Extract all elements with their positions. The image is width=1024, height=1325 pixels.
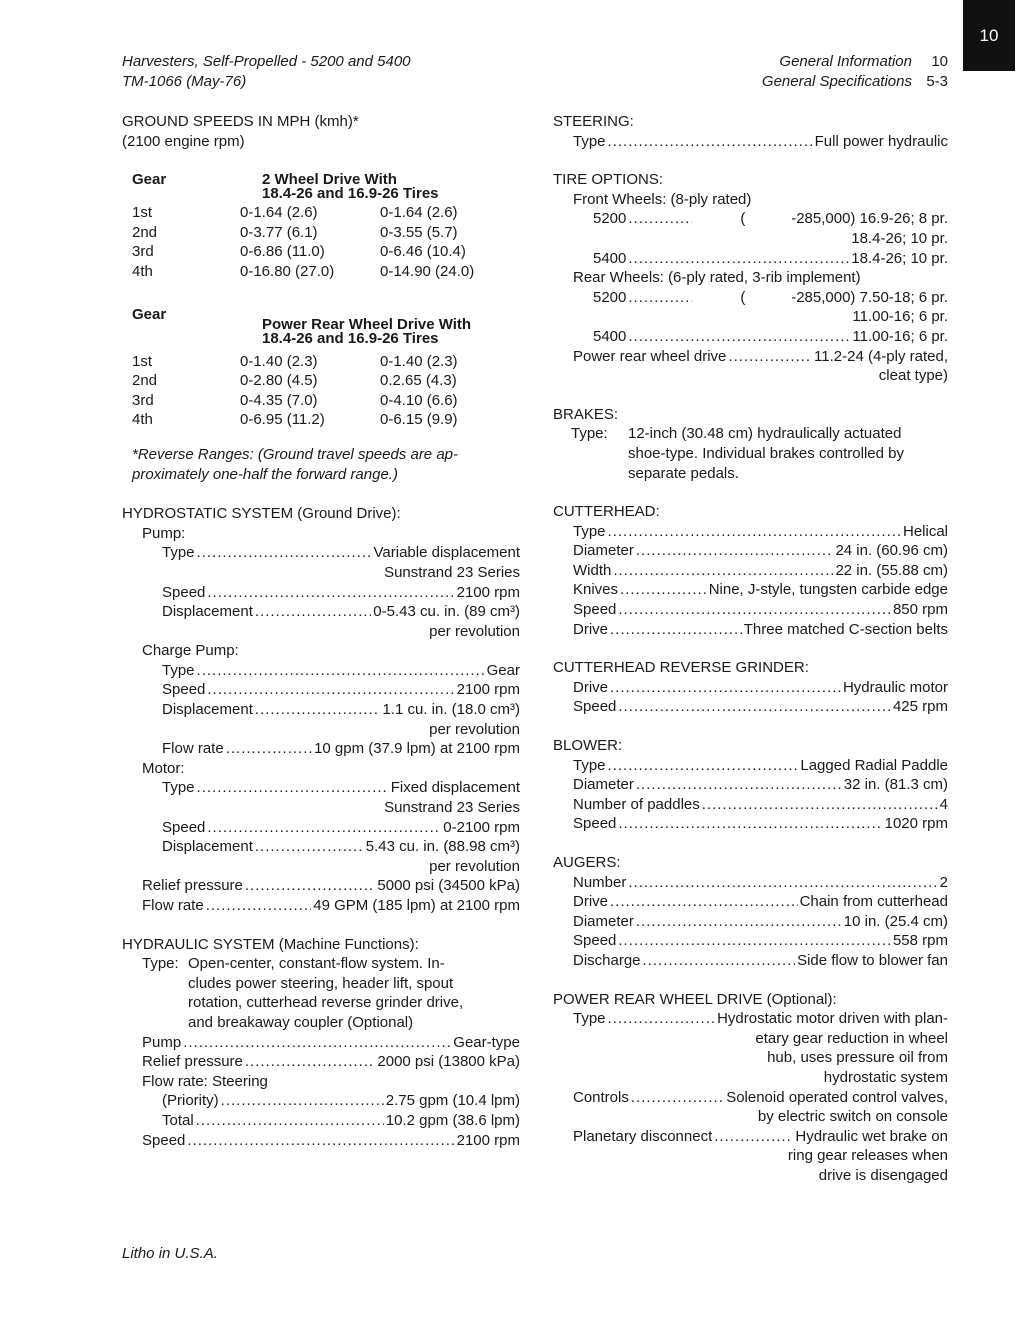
hydraulic-title: HYDRAULIC SYSTEM (Machine Functions):	[122, 935, 419, 953]
header-right	[640, 52, 948, 92]
header-left	[122, 52, 522, 92]
spec-row: Drive ..... Chain from cutterhead	[553, 892, 948, 912]
spec-row: Drive ..... Three matched C-section belts	[553, 620, 948, 640]
table-row: 2nd 0-3.77 (6.1) 0-3.55 (5.7)	[132, 223, 458, 241]
section-tab-number: 10	[979, 25, 999, 45]
header-section-number: 10	[931, 53, 948, 70]
ground-speeds-subtitle: (2100 engine rpm)	[122, 132, 245, 150]
blower-title: BLOWER:	[553, 737, 623, 755]
table-row: 3rd 0-6.86 (11.0) 0-6.46 (10.4)	[132, 243, 466, 261]
spec-row: Diameter ..... 32 in. (81.3 cm)	[553, 775, 948, 795]
brakes-type: Type: 12-inch (30.48 cm) hydraulically actuated shoe-type. Individual brakes controlled by separate pedals.	[571, 425, 904, 482]
gear-header: Gear	[132, 305, 167, 323]
spec-row: Drive ..... Hydraulic motor	[553, 678, 948, 698]
spec-row: Pump ..... Gear-type	[122, 1033, 520, 1053]
footer-print-note: Litho in U.S.A.	[122, 1245, 218, 1262]
spec-row: Controls ..... Solenoid operated control valves,	[553, 1088, 948, 1108]
spec-row: Width ..... 22 in. (55.88 cm)	[553, 561, 948, 581]
spec-row: Planetary disconnect ..... Hydraulic wet brake on	[553, 1127, 948, 1147]
cutterhead-title: CUTTERHEAD:	[553, 503, 660, 521]
spec-row: Speed ..... 0-2100 rpm	[122, 818, 520, 838]
spec-row: Relief pressure ..... 2000 psi (13800 kPa)	[122, 1052, 520, 1072]
table-row: 1st 0-1.40 (2.3) 0-1.40 (2.3)	[132, 352, 458, 370]
table-header-line2: 18.4-26 and 16.9-26 Tires	[262, 329, 439, 347]
spec-row: 5400 ..... 11.00-16; 6 pr.	[553, 327, 948, 347]
spec-row: Speed ..... 425 rpm	[553, 697, 948, 717]
ground-speeds-title: GROUND SPEEDS IN MPH (kmh)*	[122, 113, 359, 130]
spec-row: Diameter ..... 10 in. (25.4 cm)	[553, 912, 948, 932]
left-column: GROUND SPEEDS IN MPH (kmh)* (2100 engine rpm) Gear 2 Wheel Drive With 18.4-26 and 16.9-26 Tires 1st 0-1.64 (2.6) 0-1.64 (2.6) 2nd 0-3.77 (6.1) 0-3.55 (5.7) 3rd 0-6.86 (11.0) 0-6.46 (10.4) 4th 0-16.80 (27.0) 0-14.90 (24.0) Gear Power Rear Wheel Drive With 18.4-26 and 16.9-26 Tires 1st 0-1.40 (2.3) 0-1.40 (2.3) 2nd 0-2.80 (4.5) 0.2.65 (4.3) 3rd 0-4.35 (7.0) 0-4.10 (6.6) 4th 0-6.95 (11.2) 0-6.15 (9.9) *Reverse Ranges: (Ground travel speeds are ap- proximately one-half the forward range.) HYDROSTATIC SYSTEM (Ground Drive): Pump: Type ..... Variable displacement Sunstrand 23 Series Speed ..... 2100 rpm Displacement ..... 0-5.43 cu. in. (89 cm³) per revolution Charge Pump: Type ..... Gear Speed ..... 2100 rpm Displacement ..... 1.1 cu. in. (18.0 cm³) per revolution Flow rate ..... 10 gpm (37.9 lpm) at 2100 rpm Motor: Type ..... Fixed displacement Sunstrand 23 Series Speed ..... 0-2100 rpm Displacement ..... 5.43 cu. in. (88.98 cm³) per revolution Relief pressure ..... 5000 psi (34500 kPa) Flow rate ..... 49 GPM (185 lpm) at 2100 rpm HYDRAULIC SYSTEM (Machine Functions): Type: Open-center, constant-flow system. In- cludes power steering, header lift, spout rotation, cutterhead reverse grinder drive, and breakaway coupler (Optional) Pump ..... Gear-type Relief pressure ..... 2000 psi (13800 kPa) Flow rate: Steering (Priority) ..... 2.75 gpm (10.4 lpm) Total ..... 10.2 gpm (38.6 lpm) Speed ..... 2100 rpm	[122, 112, 520, 1150]
table-row: 3rd 0-4.35 (7.0) 0-4.10 (6.6)	[132, 391, 458, 409]
prwd-title: POWER REAR WHEEL DRIVE (Optional):	[553, 990, 837, 1008]
table-row: 4th 0-16.80 (27.0) 0-14.90 (24.0)	[132, 262, 475, 280]
spec-row: Type ..... Full power hydraulic	[553, 132, 948, 152]
reverse-ranges-note: *Reverse Ranges: (Ground travel speeds are ap- proximately one-half the forward range.)	[132, 445, 459, 483]
spec-row: Total ..... 10.2 gpm (38.6 lpm)	[122, 1111, 520, 1131]
augers-title: AUGERS:	[553, 854, 621, 871]
header-doc-number: TM-1066 (May-76)	[122, 73, 247, 90]
spec-row: Speed ..... 2100 rpm	[122, 583, 520, 603]
charge-pump-label: Charge Pump:	[142, 642, 239, 660]
spec-row: (Priority) ..... 2.75 gpm (10.4 lpm)	[122, 1091, 520, 1111]
spec-row: Number ..... 2	[553, 873, 948, 893]
spec-row: Flow rate ..... 49 GPM (185 lpm) at 2100 rpm	[122, 896, 520, 916]
hydrostatic-title: HYDROSTATIC SYSTEM (Ground Drive):	[122, 505, 401, 523]
tire-options-title: TIRE OPTIONS:	[553, 171, 664, 189]
grinder-title: CUTTERHEAD REVERSE GRINDER:	[553, 659, 809, 677]
spec-row: 5200 ..... ( -285,000) 7.50-18; 6 pr.	[553, 288, 948, 308]
steering-title: STEERING:	[553, 113, 634, 130]
spec-row: Relief pressure ..... 5000 psi (34500 kPa)	[122, 876, 520, 896]
spec-row: 5200 ..... ( -285,000) 16.9-26; 8 pr.	[553, 209, 948, 229]
spec-row: Type ..... Helical	[553, 522, 948, 542]
two-wheel-drive-table	[132, 173, 474, 281]
header-subsection-name: General Specifications	[761, 73, 912, 90]
table-row: 1st 0-1.64 (2.6) 0-1.64 (2.6)	[132, 204, 458, 222]
section-tab	[963, 0, 1015, 71]
rear-wheels-label: Rear Wheels: (6-ply rated, 3-rib implement)	[573, 269, 861, 287]
spec-row: Diameter ..... 24 in. (60.96 cm)	[553, 541, 948, 561]
spec-row: Speed ..... 850 rpm	[553, 600, 948, 620]
table-header-line2: 18.4-26 and 16.9-26 Tires	[262, 185, 439, 203]
table-row: 2nd 0-2.80 (4.5) 0.2.65 (4.3)	[132, 372, 457, 390]
table-header-line1: Power Rear Wheel Drive With	[262, 315, 472, 333]
spec-row: Displacement ..... 5.43 cu. in. (88.98 cm³)	[122, 837, 520, 857]
brakes-title: BRAKES:	[553, 405, 619, 423]
front-wheels-label: Front Wheels: (8-ply rated)	[573, 190, 752, 208]
motor-label: Motor:	[142, 759, 185, 777]
spec-row: Type ..... Gear	[122, 661, 520, 681]
table-row: 4th 0-6.95 (11.2) 0-6.15 (9.9)	[132, 411, 458, 429]
spec-row: Number of paddles ..... 4	[553, 795, 948, 815]
table-header-line1: 2 Wheel Drive With	[262, 171, 397, 189]
gear-header: Gear	[132, 171, 167, 189]
header-section-name: General Information	[779, 53, 912, 70]
spec-row: Type ..... Hydrostatic motor driven with plan-	[553, 1009, 948, 1029]
flow-rate-label: Flow rate: Steering	[142, 1072, 268, 1090]
spec-row: Displacement ..... 0-5.43 cu. in. (89 cm³)	[122, 602, 520, 622]
spec-row: Type ..... Fixed displacement	[122, 778, 520, 798]
spec-row: Speed ..... 558 rpm	[553, 931, 948, 951]
header-title: Harvesters, Self-Propelled - 5200 and 5400	[122, 53, 411, 70]
spec-row: Flow rate ..... 10 gpm (37.9 lpm) at 2100 rpm	[122, 739, 520, 759]
power-rear-wheel-drive-table	[132, 305, 472, 430]
spec-row: Type ..... Variable displacement	[122, 543, 520, 563]
right-column: STEERING: Type ..... Full power hydraulic TIRE OPTIONS: Front Wheels: (8-ply rated) 5200 ..... ( -285,000) 16.9-26; 8 pr. 18.4-26; 10 pr. 5400 ..... 18.4-26; 10 pr. Rear Wheels: (6-ply rated, 3-rib implement) 5200 ..... ( -285,000) 7.50-18; 6 pr. 11.00-16; 6 pr. 5400 ..... 11.00-16; 6 pr. Power rear wheel drive ..... 11.2-24 (4-ply rated, cleat type) BRAKES: Type: 12-inch (30.48 cm) hydraulically actuated shoe-type. Individual brakes controlled by separate pedals. CUTTERHEAD: Type ..... Helical Diameter ..... 24 in. (60.96 cm) Width ..... 22 in. (55.88 cm) Knives ..... Nine, J-style, tungsten carbide edge Speed ..... 850 rpm Drive ..... Three matched C-section belts CUTTERHEAD REVERSE GRINDER: Drive ..... Hydraulic motor Speed ..... 425 rpm BLOWER: Type ..... Lagged Radial Paddle Diameter ..... 32 in. (81.3 cm) Number of paddles ..... 4 Speed ..... 1020 rpm AUGERS: Number ..... 2 Drive ..... Chain from cutterhead Diameter ..... 10 in. (25.4 cm) Speed ..... 558 rpm Discharge ..... Side flow to blower fan POWER REAR WHEEL DRIVE (Optional): Type ..... Hydrostatic motor driven with plan- etary gear reduction in wheel hub, uses pressure oil from hydrostatic system Controls ..... Solenoid operated control valves, by electric switch on console Planetary disconnect ..... Hydraulic wet brake on ring gear releases when drive is disengaged	[553, 112, 948, 1186]
spec-row: 5400 ..... 18.4-26; 10 pr.	[553, 249, 948, 269]
spec-row: Displacement ..... 1.1 cu. in. (18.0 cm³)	[122, 700, 520, 720]
spec-row: Discharge ..... Side flow to blower fan	[553, 951, 948, 971]
spec-row: Knives ..... Nine, J-style, tungsten carbide edge	[553, 580, 948, 600]
header-page-number: 5-3	[926, 73, 948, 90]
spec-row: Speed ..... 1020 rpm	[553, 814, 948, 834]
spec-row: Type ..... Lagged Radial Paddle	[553, 756, 948, 776]
spec-row: Speed ..... 2100 rpm	[122, 1131, 520, 1151]
pump-label: Pump:	[142, 524, 186, 542]
hydraulic-type: Type: Open-center, constant-flow system. In- cludes power steering, header lift, spout rotation, cutterhead reverse grinder drive, and breakaway coupler (Optional)	[142, 955, 464, 1031]
spec-row: Power rear wheel drive ..... 11.2-24 (4-ply rated,	[553, 347, 948, 367]
spec-row: Speed ..... 2100 rpm	[122, 680, 520, 700]
